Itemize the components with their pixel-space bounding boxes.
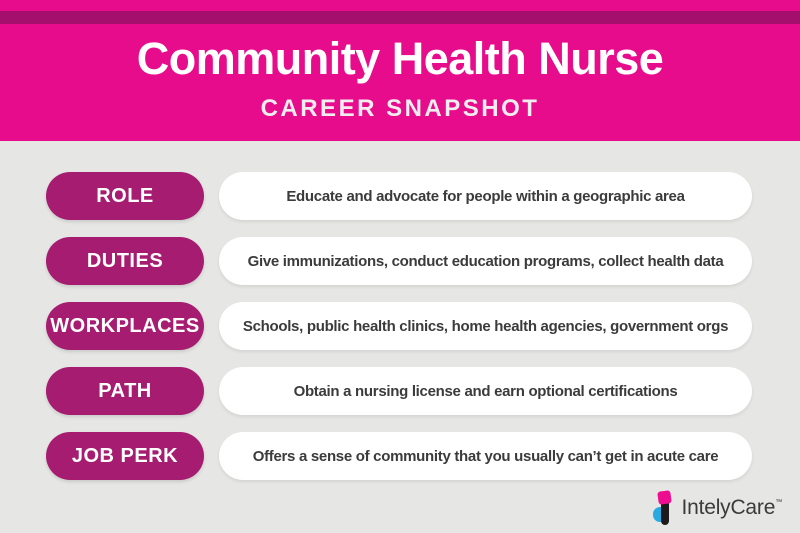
intelycare-logo	[652, 491, 782, 525]
logo-pink-dot	[658, 490, 673, 505]
row-role	[0, 172, 800, 220]
page-title: Community Health Nurse	[136, 33, 664, 84]
job-perk-description-pill: Offers a sense of community that you usually can’t get in acute care	[219, 432, 752, 480]
intelycare-wordmark	[681, 496, 782, 520]
workplaces-description-pill: Schools, public health clinics, home health agencies, government orgs	[219, 302, 752, 350]
intelycare-logo-icon	[652, 491, 675, 525]
header-banner	[0, 0, 800, 141]
row-job-perk	[0, 432, 800, 480]
duties-label-pill: DUTIES	[46, 237, 204, 285]
workplaces-label-pill: WORKPLACES	[46, 302, 204, 350]
row-duties	[0, 237, 800, 285]
role-label-pill: ROLE	[46, 172, 204, 220]
job-perk-label-pill: JOB PERK	[46, 432, 204, 480]
path-label-pill: PATH	[46, 367, 204, 415]
row-path	[0, 367, 800, 415]
header-accent-stripe	[0, 11, 800, 24]
brand-name: IntelyCare	[681, 496, 776, 519]
duties-description-pill: Give immunizations, conduct education programs, collect health data	[219, 237, 752, 285]
trademark-symbol: ™	[775, 499, 782, 506]
path-description-pill: Obtain a nursing license and earn optional certifications	[219, 367, 752, 415]
role-description-pill: Educate and advocate for people within a geographic area	[219, 172, 752, 220]
row-workplaces	[0, 302, 800, 350]
career-snapshot-rows	[0, 172, 800, 497]
page-subtitle: CAREER SNAPSHOT	[260, 95, 540, 122]
